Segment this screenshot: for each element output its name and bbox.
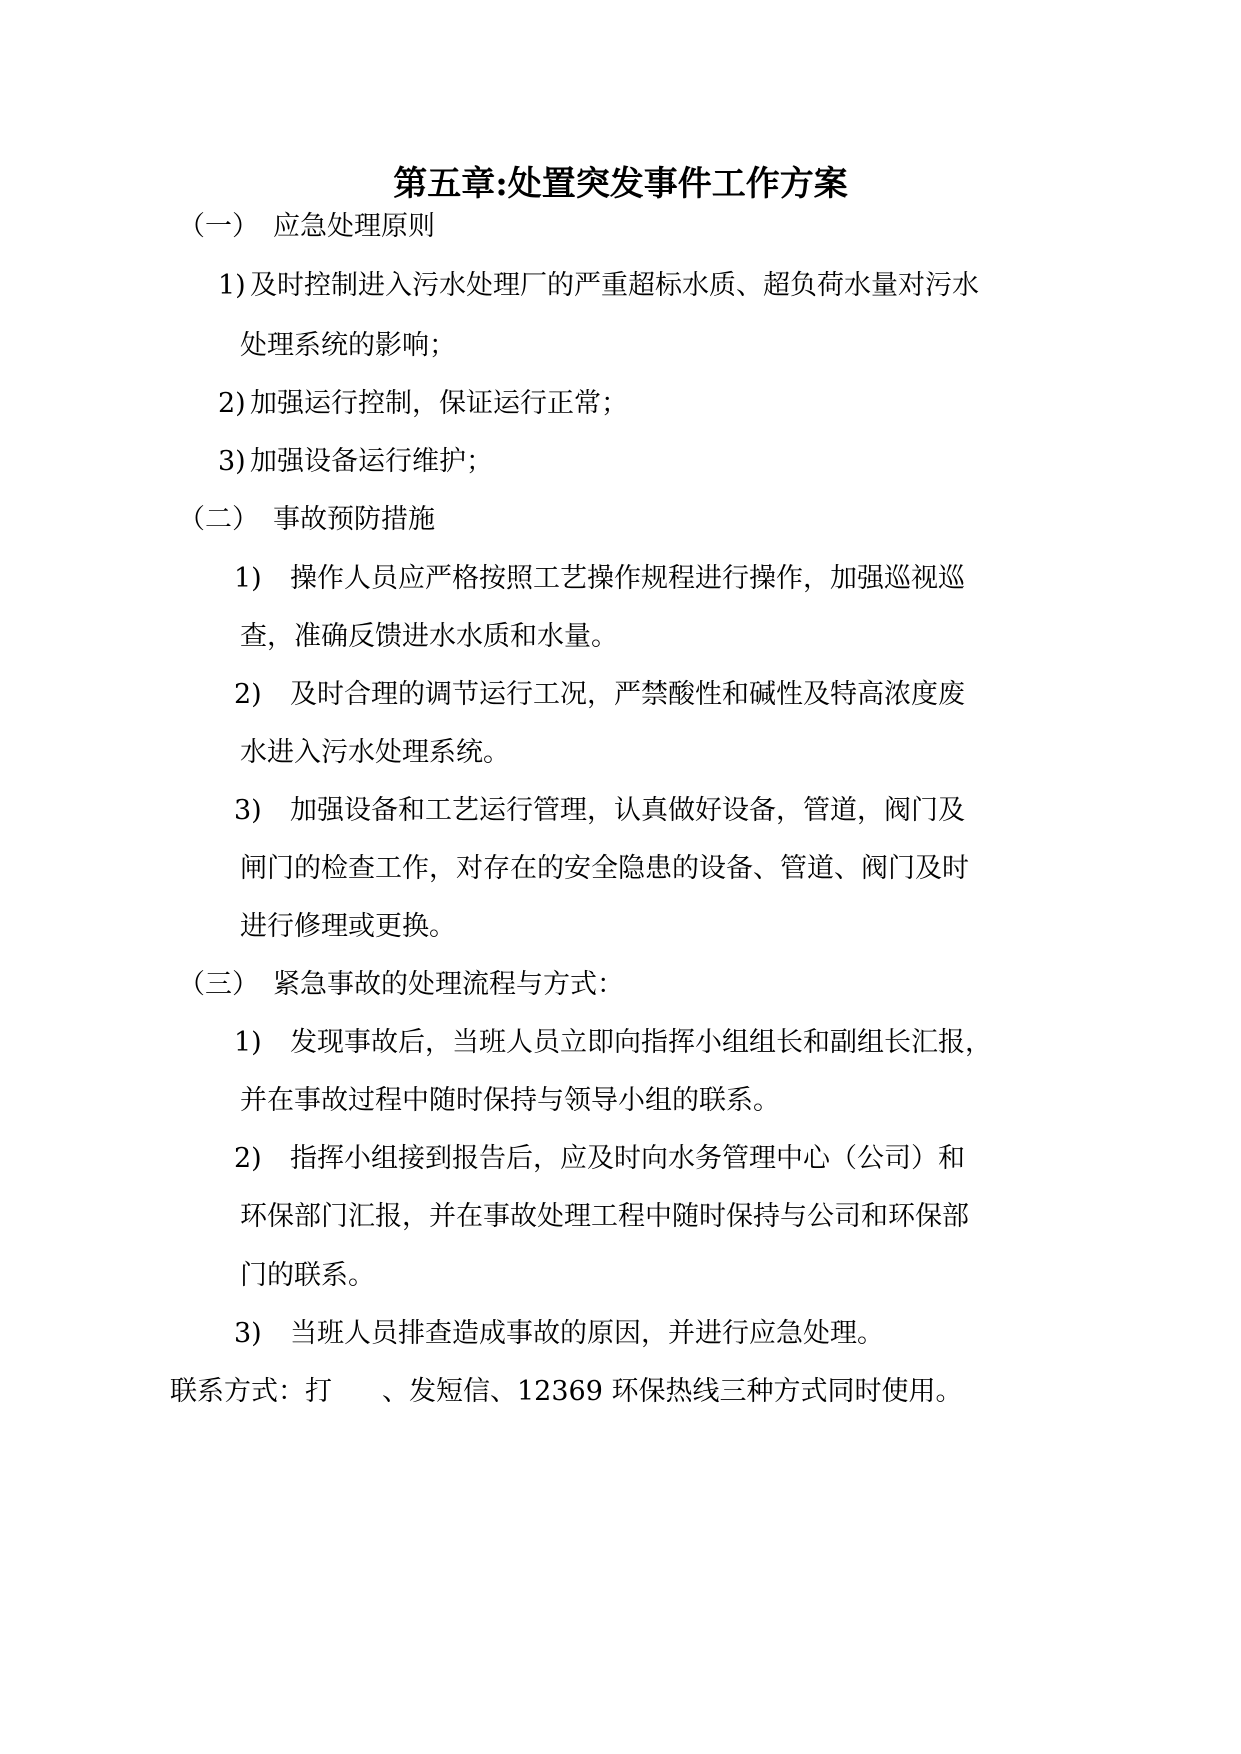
contact-part-2: 、发短信、12369 环保热线三种方式同时使用。 [382,1376,963,1407]
list-item [218,266,979,306]
section-heading-1 [178,207,435,247]
section-marker: （二） [178,504,259,535]
item-text: 及时控制进入污水处理厂的严重超标水质、超负荷水量对污水 [250,270,979,301]
item-continuation: 并在事故过程中随时保持与领导小组的联系。 [240,1085,780,1116]
list-item [234,1139,965,1179]
item-continuation: 进行修理或更换。 [240,911,456,942]
item-number: 1) [234,563,262,594]
page-title: 第五章:处置突发事件工作方案 [393,164,848,204]
item-number: 3) [234,1318,262,1349]
item-number: 1) [218,270,246,301]
contact-line [170,1372,962,1412]
item-number: 3) [234,795,262,826]
item-text: 指挥小组接到报告后，应及时向水务管理中心（公司）和 [290,1143,965,1174]
section-heading-text: 应急处理原则 [273,211,435,242]
section-heading-text: 紧急事故的处理流程与方式： [273,969,624,1000]
item-text: 发现事故后，当班人员立即向指挥小组组长和副组长汇报， [290,1027,992,1058]
list-item [218,442,493,482]
item-text: 当班人员排查造成事故的原因，并进行应急处理。 [290,1318,884,1349]
item-continuation: 环保部门汇报，并在事故处理工程中随时保持与公司和环保部 [240,1201,969,1232]
item-number: 3) [218,446,246,477]
item-text: 加强运行控制，保证运行正常； [250,388,628,419]
item-continuation: 门的联系。 [240,1260,375,1291]
contact-part-1: 联系方式：打 [170,1376,332,1407]
item-text: 加强设备运行维护； [250,446,493,477]
list-item [234,1314,884,1354]
list-item [234,675,965,715]
list-item [218,384,628,424]
item-number: 2) [234,1143,262,1174]
item-number: 2) [218,388,246,419]
list-item [234,1023,992,1063]
section-heading-3 [178,965,624,1005]
section-heading-2 [178,500,435,540]
item-text: 加强设备和工艺运行管理，认真做好设备，管道，阀门及 [290,795,965,826]
item-number: 1) [234,1027,262,1058]
list-item [234,791,965,831]
section-marker: （一） [178,211,259,242]
item-continuation: 处理系统的影响； [240,330,456,361]
list-item [234,559,965,599]
item-text: 及时合理的调节运行工况，严禁酸性和碱性及特高浓度废 [290,679,965,710]
item-number: 2) [234,679,262,710]
item-text: 操作人员应严格按照工艺操作规程进行操作，加强巡视巡 [290,563,965,594]
section-marker: （三） [178,969,259,1000]
item-continuation: 闸门的检查工作，对存在的安全隐患的设备、管道、阀门及时 [240,853,969,884]
item-continuation: 查，准确反馈进水水质和水量。 [240,621,618,652]
section-heading-text: 事故预防措施 [273,504,435,535]
item-continuation: 水进入污水处理系统。 [240,737,510,768]
